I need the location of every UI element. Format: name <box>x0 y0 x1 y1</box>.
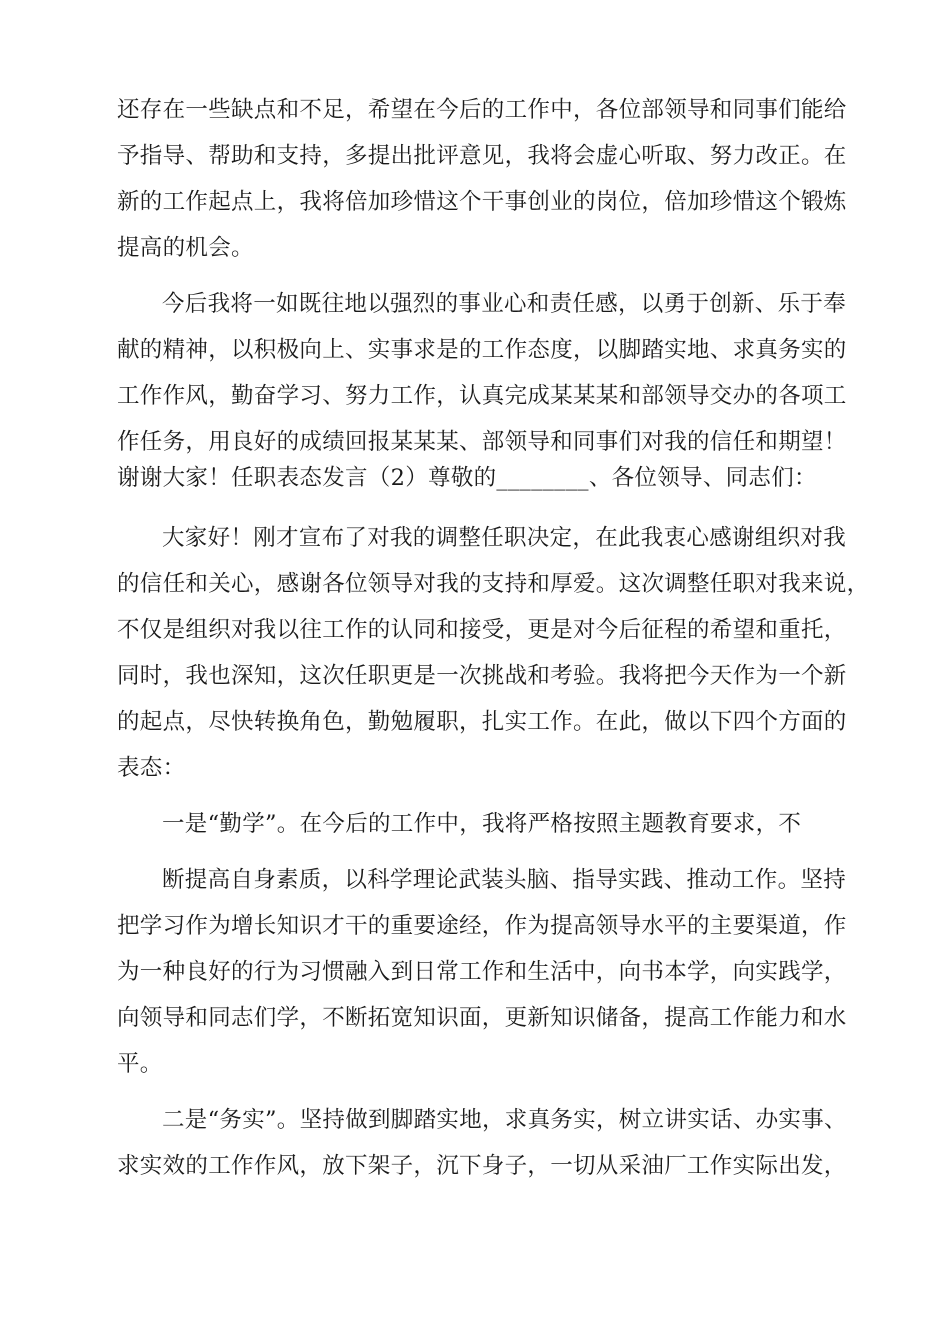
text-line: 为一种良好的行为习惯融入到日常工作和生活中，向书本学，向实践学， <box>117 959 847 985</box>
paragraph-first-line: 今后我将一如既往地以强烈的事业心和责任感，以勇于创新、乐于奉 <box>162 291 847 317</box>
paragraph-first-line: 一是“勤学”。在今后的工作中，我将严格按照主题教育要求，不 <box>162 811 802 837</box>
paragraph-first-line: 断提高自身素质，以科学理论武装头脑、指导实践、推动工作。坚持 <box>162 867 847 893</box>
text-line: 还存在一些缺点和不足，希望在今后的工作中，各位部领导和同事们能给 <box>117 97 847 123</box>
text-line: 把学习作为增长知识才干的重要途经，作为提高领导水平的主要渠道，作 <box>117 913 847 939</box>
text-line: 表态： <box>117 755 186 781</box>
text-line: 的信任和关心，感谢各位领导对我的支持和厚爱。这次调整任职对我来说， <box>117 571 870 597</box>
text-line: 提高的机会。 <box>117 235 254 261</box>
text-line: 予指导、帮助和支持，多提出批评意见，我将会虚心听取、努力改正。在 <box>117 143 847 169</box>
text-line: 的起点，尽快转换角色，勤勉履职，扎实工作。在此，做以下四个方面的 <box>117 709 847 735</box>
text-line: 工作作风，勤奋学习、努力工作，认真完成某某某和部领导交办的各项工 <box>117 383 847 409</box>
text-line: 向领导和同志们学，不断拓宽知识面，更新知识储备，提高工作能力和水 <box>117 1005 847 1031</box>
text-line: 不仅是组织对我以往工作的认同和接受，更是对今后征程的希望和重托， <box>117 617 847 643</box>
paragraph-first-line: 二是“务实”。坚持做到脚踏实地，求真务实，树立讲实话、办实事、 <box>162 1107 847 1133</box>
text-line: 谢谢大家！任职表态发言（2）尊敬的________、各位领导、同志们： <box>117 465 817 491</box>
text-line: 作任务，用良好的成绩回报某某某、部领导和同事们对我的信任和期望！ <box>117 429 847 455</box>
text-line: 新的工作起点上，我将倍加珍惜这个干事创业的岗位，倍加珍惜这个锻炼 <box>117 189 847 215</box>
text-line: 平。 <box>117 1051 163 1077</box>
text-line: 同时，我也深知，这次任职更是一次挑战和考验。我将把今天作为一个新 <box>117 663 847 689</box>
text-line: 求实效的工作作风，放下架子，沉下身子，一切从采油厂工作实际出发， <box>117 1153 847 1179</box>
text-line: 献的精神，以积极向上、实事求是的工作态度，以脚踏实地、求真务实的 <box>117 337 847 363</box>
paragraph-first-line: 大家好！刚才宣布了对我的调整任职决定，在此我衷心感谢组织对我 <box>162 525 847 551</box>
